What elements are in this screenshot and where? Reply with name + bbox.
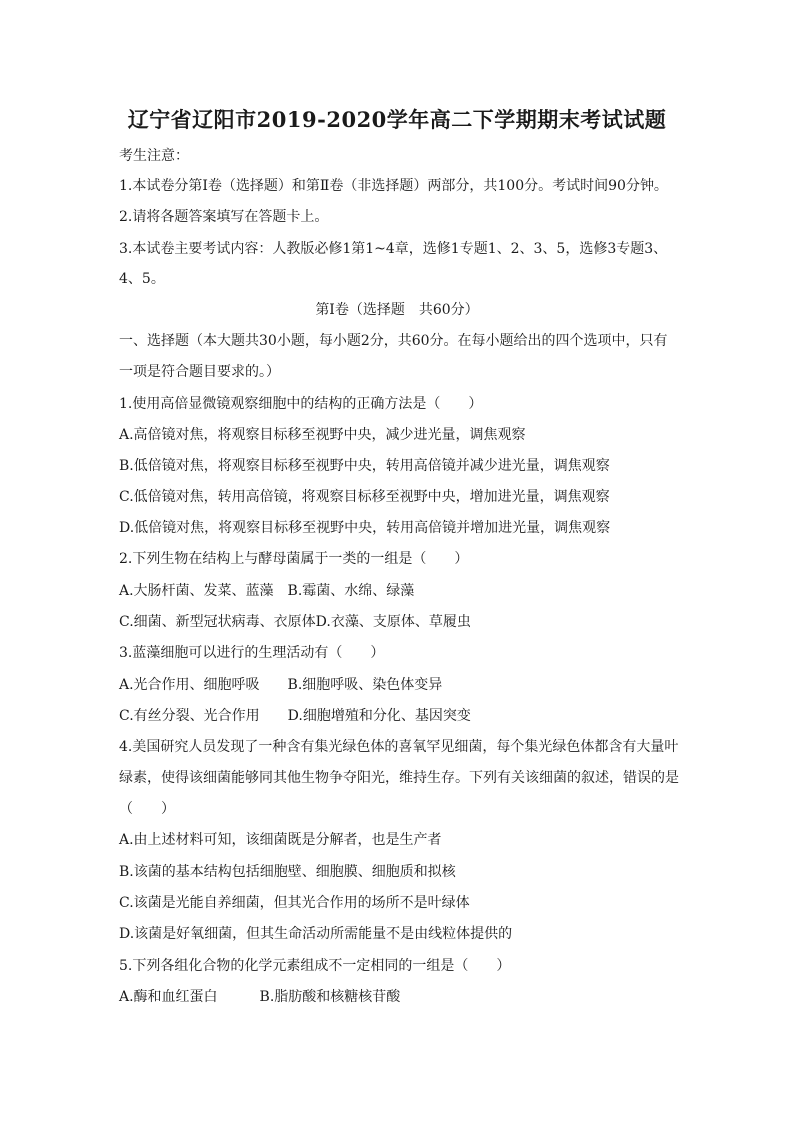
notice-item-3: 3.本试卷主要考试内容：人教版必修1第1~4章，选修1专题1、2、3、5，选修3专题3、 xyxy=(119,241,668,257)
notice-heading: 考生注意： xyxy=(119,148,189,164)
question-1-option-a: A.高倍镜对焦，将观察目标移至视野中央，减少进光量，调焦观察 xyxy=(119,427,526,443)
question-1-option-d: D.低倍镜对焦，将观察目标移至视野中央，转用高倍镜并增加进光量，调焦观察 xyxy=(119,520,611,536)
notice-item-3-cont: 4、5。 xyxy=(119,271,165,287)
question-4-stem-cont: 绿素，使得该细菌能够同其他生物争夺阳光，维持生存。下列有关该细菌的叙述，错误的是 xyxy=(119,770,679,786)
question-2-options-cd: C.细菌、新型冠状病毒、衣原体D.衣藻、支原体、草履虫 xyxy=(119,614,471,630)
section-heading: 第Ⅰ卷（选择题 共60分） xyxy=(315,302,479,318)
question-5-stem: 5.下列各组化合物的化学元素组成不一定相同的一组是（ ） xyxy=(119,958,511,974)
section-instructions: 一、选择题（本大题共30小题，每小题2分，共60分。在每小题给出的四个选项中，只有 xyxy=(119,333,668,349)
question-4-option-b: B.该菌的基本结构包括细胞壁、细胞膜、细胞质和拟核 xyxy=(119,864,456,880)
question-4-option-c: C.该菌是光能自养细菌，但其光合作用的场所不是叶绿体 xyxy=(119,895,470,911)
question-3-options-ab: A.光合作用、细胞呼吸 B.细胞呼吸、染色体变异 xyxy=(119,677,443,693)
question-1-option-c: C.低倍镜对焦，转用高倍镜，将观察目标移至视野中央，增加进光量，调焦观察 xyxy=(119,489,610,505)
question-4-option-a: A.由上述材料可知，该细菌既是分解者，也是生产者 xyxy=(119,832,442,848)
question-2-stem: 2.下列生物在结构上与酵母菌属于一类的一组是（ ） xyxy=(119,551,469,567)
question-1-option-b: B.低倍镜对焦，将观察目标移至视野中央，转用高倍镜并减少进光量，调焦观察 xyxy=(119,458,610,474)
section-instructions-cont: 一项是符合题目要求的。） xyxy=(119,364,280,380)
notice-item-1: 1.本试卷分第Ⅰ卷（选择题）和第Ⅱ卷（非选择题）两部分，共100分。考试时间90分钟。 xyxy=(119,178,668,194)
question-4-option-d: D.该菌是好氧细菌，但其生命活动所需能量不是由线粒体提供的 xyxy=(119,926,513,942)
question-3-options-cd: C.有丝分裂、光合作用 D.细胞增殖和分化、基因突变 xyxy=(119,708,471,724)
exam-title: 辽宁省辽阳市2019-2020学年高二下学期期末考试试题 xyxy=(127,107,667,132)
question-4-stem: 4.美国研究人员发现了一种含有集光绿色体的喜氧罕见细菌，每个集光绿色体都含有大量叶 xyxy=(119,739,679,755)
question-1-stem: 1.使用高倍显微镜观察细胞中的结构的正确方法是（ ） xyxy=(119,396,483,412)
question-4-stem-paren: （ ） xyxy=(119,801,175,817)
question-5-options-ab: A.酶和血红蛋白 B.脂肪酸和核糖核苷酸 xyxy=(119,989,401,1005)
notice-item-2: 2.请将各题答案填写在答题卡上。 xyxy=(119,209,329,225)
question-2-options-ab: A.大肠杆菌、发菜、蓝藻 B.霉菌、水绵、绿藻 xyxy=(119,583,415,599)
question-3-stem: 3.蓝藻细胞可以进行的生理活动有（ ） xyxy=(119,645,385,661)
